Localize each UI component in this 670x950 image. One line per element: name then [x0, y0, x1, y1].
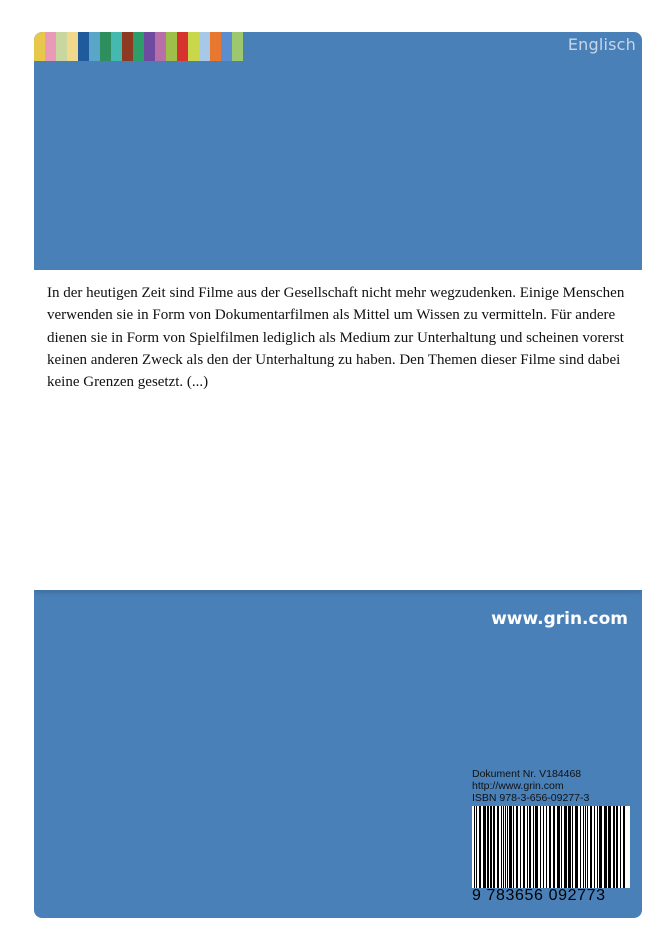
document-number: Dokument Nr. V184468	[472, 768, 582, 780]
color-strip	[34, 32, 243, 61]
color-swatch	[177, 32, 188, 61]
barcode-bar	[490, 806, 492, 888]
isbn-number: ISBN 978-3-656-09277-3	[472, 792, 590, 804]
barcode-bar	[620, 806, 621, 888]
color-swatch	[67, 32, 78, 61]
color-swatch	[45, 32, 56, 61]
barcode-bar	[585, 806, 586, 888]
barcode-bar	[507, 806, 508, 888]
barcode-bar	[479, 806, 481, 888]
barcode-bar	[513, 806, 514, 888]
barcode-bar	[474, 806, 475, 888]
color-swatch	[144, 32, 155, 61]
color-swatch	[34, 32, 45, 61]
color-swatch	[122, 32, 133, 61]
barcode-bar	[557, 806, 560, 888]
color-swatch	[210, 32, 221, 61]
barcode-bar	[549, 806, 551, 888]
barcode-bar	[616, 806, 618, 888]
barcode-bar	[561, 806, 562, 888]
color-swatch	[89, 32, 100, 61]
color-swatch	[133, 32, 144, 61]
barcode-bar	[505, 806, 506, 888]
color-swatch	[78, 32, 89, 61]
barcode-bar	[501, 806, 502, 888]
barcode-bar	[580, 806, 581, 888]
isbn-block	[472, 768, 630, 905]
barcode-bar	[527, 806, 528, 888]
barcode-bar	[516, 806, 518, 888]
barcode-bar	[587, 806, 588, 888]
barcode-bar	[553, 806, 555, 888]
barcode-bar	[529, 806, 531, 888]
barcode-bar	[572, 806, 573, 888]
color-swatch	[100, 32, 111, 61]
barcode-bar	[546, 806, 547, 888]
abstract-panel	[34, 270, 642, 590]
barcode-bar	[503, 806, 504, 888]
barcode-bar	[535, 806, 538, 888]
color-swatch	[166, 32, 177, 61]
language-label: Englisch	[567, 35, 636, 54]
barcode-bar	[608, 806, 611, 888]
color-swatch	[199, 32, 210, 61]
color-swatch	[56, 32, 67, 61]
color-swatch	[221, 32, 232, 61]
barcode-icon	[472, 806, 630, 888]
barcode-bar	[575, 806, 578, 888]
document-url: http://www.grin.com	[472, 780, 564, 792]
barcode-bar	[590, 806, 592, 888]
back-cover	[34, 32, 642, 918]
barcode-bar	[487, 806, 489, 888]
barcode-bar	[583, 806, 584, 888]
barcode-bar	[543, 806, 544, 888]
barcode-bar	[520, 806, 521, 888]
color-swatch	[188, 32, 199, 61]
barcode-bar	[483, 806, 486, 888]
abstract-text: In der heutigen Zeit sind Filme aus der Gesellschaft nicht mehr wegzudenken. Einige Menschen verwenden sie in Form von Dokumentarfilmen als Mittel um Wissen zu vermitteln. Für andere dienen sie in Form von Spielfilmen lediglich als Medium zur Unterhaltung und scheinen vorerst keinen anderen Zweck als den der Unterhaltung zu haben. Den Themen dieser Filme sind dabei keine Grenzen gesetzt. (...)	[47, 285, 625, 391]
barcode-bar	[533, 806, 534, 888]
barcode-bar	[497, 806, 499, 888]
color-swatch	[155, 32, 166, 61]
barcode-bar	[604, 806, 607, 888]
barcode-bar	[540, 806, 541, 888]
barcode-bar	[493, 806, 495, 888]
barcode-bar	[613, 806, 615, 888]
barcode-bar	[523, 806, 525, 888]
barcode-bar	[594, 806, 595, 888]
color-swatch	[232, 32, 243, 61]
barcode-bar	[568, 806, 571, 888]
barcode-bar	[476, 806, 477, 888]
barcode-bar	[564, 806, 567, 888]
barcode-bar	[597, 806, 598, 888]
barcode-bar	[623, 806, 625, 888]
publisher-website: www.grin.com	[491, 609, 628, 629]
color-swatch	[111, 32, 122, 61]
barcode-digits: 9 783656 092773	[472, 887, 606, 904]
barcode-bar	[509, 806, 512, 888]
barcode-bar	[599, 806, 602, 888]
